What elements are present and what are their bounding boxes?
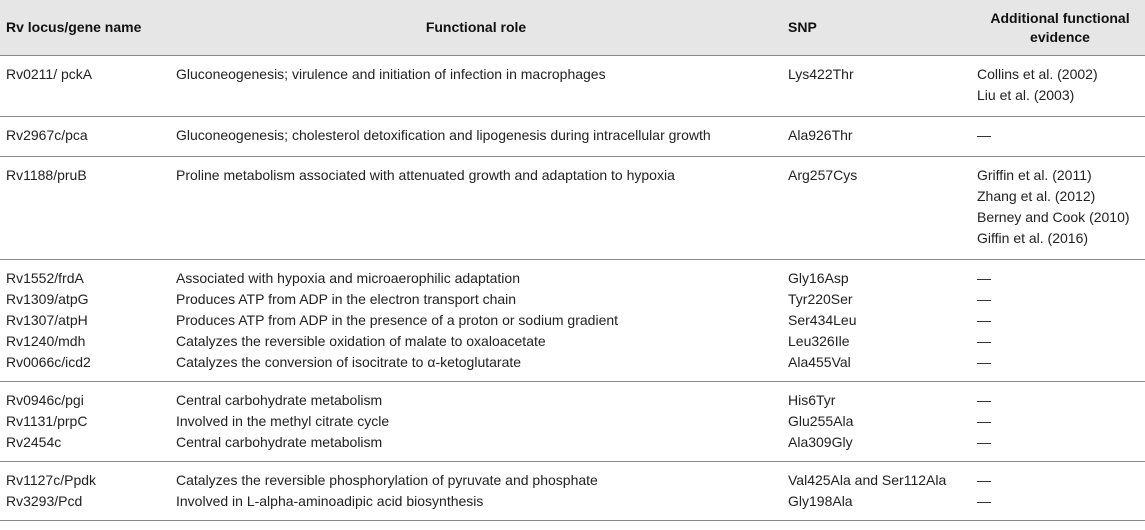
header-functional-role: Functional role bbox=[170, 0, 782, 56]
locus-cell: Rv0066c/icd2 bbox=[0, 352, 170, 382]
table-row bbox=[0, 260, 1145, 290]
evidence-cell bbox=[975, 157, 1145, 260]
locus-cell: Rv1307/atpH bbox=[6, 312, 88, 328]
table-row bbox=[0, 289, 1145, 310]
table-row bbox=[0, 310, 1145, 331]
snp-cell: Lys422Thr bbox=[782, 56, 975, 117]
table-row bbox=[0, 462, 1145, 492]
evidence-cell bbox=[975, 491, 1145, 521]
evidence-reference: — bbox=[977, 493, 991, 509]
table-row bbox=[0, 382, 1145, 412]
functional-role-cell: Gluconeogenesis; cholesterol detoxification and lipogenesis during intracellular growth bbox=[170, 117, 782, 157]
evidence-cell bbox=[975, 432, 1145, 462]
snp-cell: Val425Ala and Ser112Ala bbox=[788, 472, 947, 488]
evidence-cell bbox=[975, 117, 1145, 157]
functional-role-cell: Central carbohydrate metabolism bbox=[176, 392, 383, 408]
snp-cell: Gly198Ala bbox=[782, 491, 975, 521]
table-row bbox=[0, 331, 1145, 352]
table-row bbox=[0, 491, 1145, 521]
evidence-cell bbox=[975, 382, 1145, 412]
table-row bbox=[0, 117, 1145, 157]
evidence-reference: — bbox=[977, 392, 991, 408]
snp-cell: Arg257Cys bbox=[782, 157, 975, 260]
functional-role-cell: Involved in L-alpha-aminoadipic acid biosynthesis bbox=[170, 491, 782, 521]
evidence-reference: — bbox=[977, 312, 991, 328]
evidence-cell bbox=[975, 411, 1145, 432]
evidence-reference: Liu et al. (2003) bbox=[977, 87, 1075, 103]
snp-cell: Ala309Gly bbox=[782, 432, 975, 462]
locus-cell: Rv0211/ pckA bbox=[0, 56, 170, 117]
evidence-reference: Collins et al. (2002) bbox=[977, 66, 1098, 82]
snp-cell: Ser434Leu bbox=[788, 312, 857, 328]
table-header bbox=[0, 0, 1145, 56]
evidence-reference: — bbox=[977, 333, 991, 349]
locus-cell: Rv1131/prpC bbox=[6, 413, 88, 429]
evidence-reference: — bbox=[977, 291, 991, 307]
table-row bbox=[0, 432, 1145, 462]
evidence-reference: — bbox=[977, 354, 991, 370]
table-row bbox=[0, 56, 1145, 117]
locus-cell: Rv1309/atpG bbox=[6, 291, 89, 307]
functional-role-cell: Produces ATP from ADP in the presence of a proton or sodium gradient bbox=[176, 312, 619, 328]
evidence-cell bbox=[975, 56, 1145, 117]
table-row bbox=[0, 352, 1145, 382]
locus-cell: Rv0946c/pgi bbox=[6, 392, 84, 408]
functional-role-cell: Produces ATP from ADP in the electron transport chain bbox=[176, 291, 517, 307]
snp-cell: Ala926Thr bbox=[782, 117, 975, 157]
locus-cell: Rv2454c bbox=[0, 432, 170, 462]
evidence-reference: — bbox=[977, 270, 991, 286]
functional-role-cell: Involved in the methyl citrate cycle bbox=[176, 413, 390, 429]
header-locus: Rv locus/gene name bbox=[0, 0, 170, 56]
locus-cell: Rv1188/pruB bbox=[0, 157, 170, 260]
evidence-reference: Giffin et al. (2016) bbox=[977, 230, 1089, 246]
table-body bbox=[0, 56, 1145, 521]
evidence-cell bbox=[975, 289, 1145, 310]
snp-cell: Tyr220Ser bbox=[788, 291, 853, 307]
functional-role-cell: Catalyzes the conversion of isocitrate to α-ketoglutarate bbox=[170, 352, 782, 382]
functional-role-cell: Gluconeogenesis; virulence and initiation of infection in macrophages bbox=[170, 56, 782, 117]
snp-cell: Ala455Val bbox=[782, 352, 975, 382]
evidence-reference: — bbox=[977, 127, 991, 143]
locus-cell: Rv1240/mdh bbox=[6, 333, 86, 349]
functional-role-cell: Central carbohydrate metabolism bbox=[170, 432, 782, 462]
functional-role-cell: Associated with hypoxia and microaerophilic adaptation bbox=[176, 270, 520, 286]
table-row bbox=[0, 411, 1145, 432]
evidence-reference: — bbox=[977, 472, 991, 488]
evidence-cell bbox=[975, 352, 1145, 382]
evidence-reference: — bbox=[977, 413, 991, 429]
evidence-reference: — bbox=[977, 434, 991, 450]
snp-cell: Leu326Ile bbox=[788, 333, 850, 349]
functional-role-cell: Catalyzes the reversible phosphorylation of pyruvate and phosphate bbox=[176, 472, 598, 488]
locus-cell: Rv1127c/Ppdk bbox=[6, 472, 97, 488]
locus-cell: Rv2967c/pca bbox=[0, 117, 170, 157]
snp-cell: His6Tyr bbox=[788, 392, 836, 408]
evidence-cell bbox=[975, 331, 1145, 352]
functional-role-cell: Catalyzes the reversible oxidation of malate to oxaloacetate bbox=[176, 333, 546, 349]
evidence-cell bbox=[975, 310, 1145, 331]
locus-cell: Rv1552/frdA bbox=[6, 270, 84, 286]
table-row bbox=[0, 157, 1145, 260]
locus-cell: Rv3293/Pcd bbox=[0, 491, 170, 521]
evidence-reference: Berney and Cook (2010) bbox=[977, 209, 1130, 225]
header-snp: SNP bbox=[782, 0, 975, 56]
snp-cell: Glu255Ala bbox=[788, 413, 854, 429]
evidence-reference: Griffin et al. (2011) bbox=[977, 167, 1092, 183]
evidence-cell bbox=[975, 462, 1145, 492]
snp-cell: Gly16Asp bbox=[788, 270, 849, 286]
header-evidence: Additional functional evidence bbox=[975, 0, 1145, 56]
evidence-cell bbox=[975, 260, 1145, 290]
evidence-reference: Zhang et al. (2012) bbox=[977, 188, 1096, 204]
functional-role-cell: Proline metabolism associated with attenuated growth and adaptation to hypoxia bbox=[170, 157, 782, 260]
